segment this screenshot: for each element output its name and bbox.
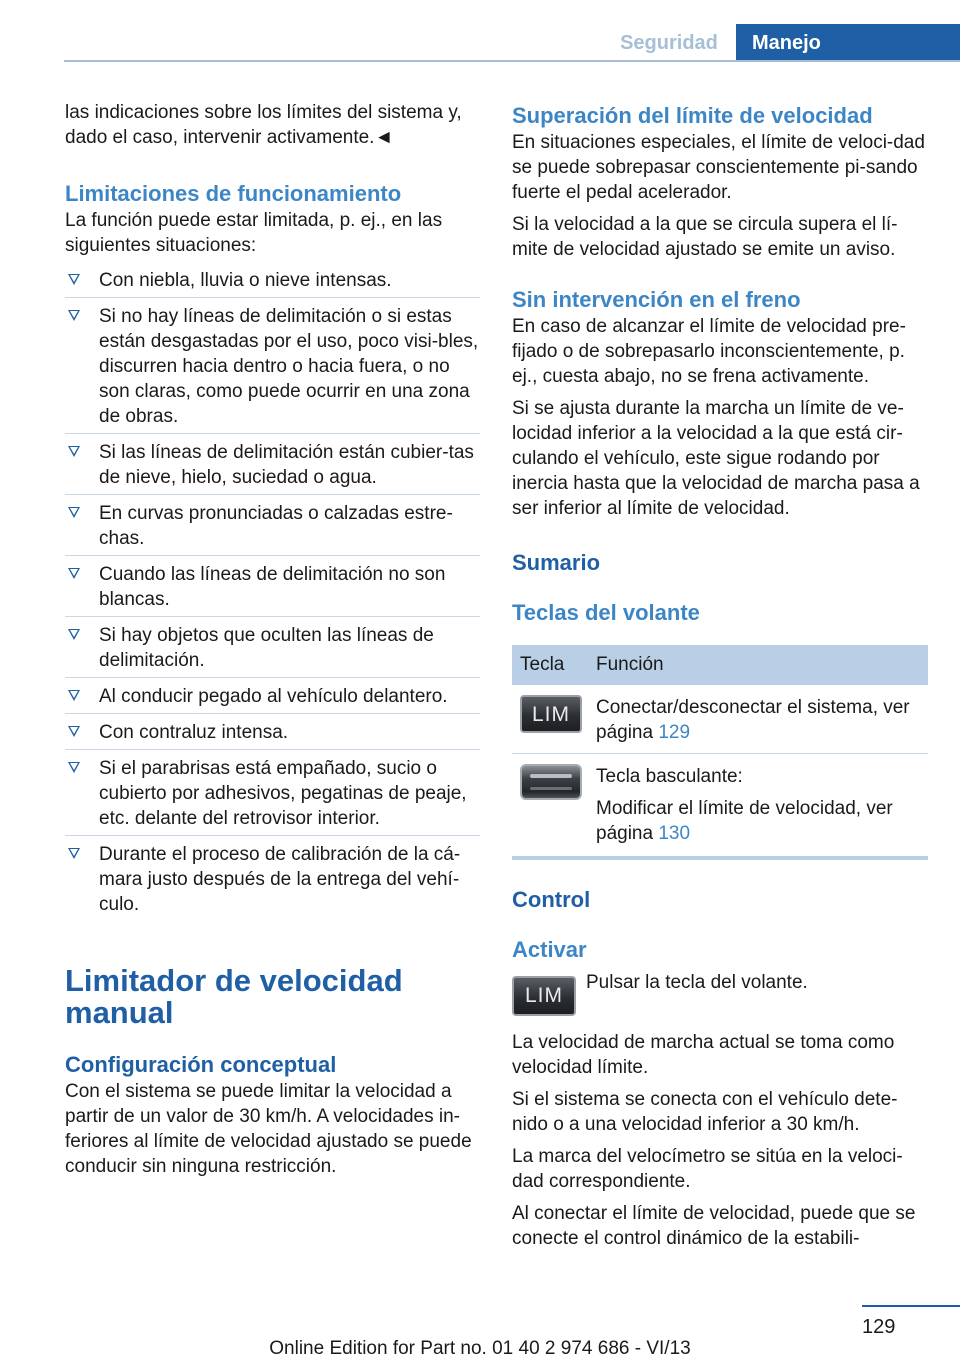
table-row bbox=[512, 685, 928, 754]
limitations-text: La función puede estar limitada, p. ej., en las siguientes situaciones: bbox=[65, 210, 443, 256]
list-item-text: Al conducir pegado al vehículo delantero. bbox=[99, 686, 448, 707]
bullet-triangle-icon bbox=[68, 690, 80, 701]
control-heading: Control bbox=[512, 887, 591, 912]
lim-button-label: LIM bbox=[531, 702, 570, 726]
header-chapter-tab[interactable] bbox=[736, 24, 960, 62]
page-number: 129 bbox=[862, 1316, 896, 1338]
activate-heading: Activar bbox=[512, 937, 587, 962]
list-item bbox=[65, 717, 480, 750]
header-chapter-label: Manejo bbox=[752, 31, 821, 54]
limitations-list bbox=[65, 265, 480, 921]
list-item bbox=[65, 498, 480, 556]
list-item bbox=[65, 753, 480, 836]
list-item-text: Durante el proceso de calibración de la cá‐mara justo después de la entrega del vehí‐culo. bbox=[99, 844, 461, 915]
bullet-triangle-icon bbox=[68, 310, 80, 321]
main-section-heading: Limitador de velocidad manual bbox=[65, 963, 403, 1030]
function-cell bbox=[588, 754, 928, 859]
activate-text: Pulsar la tecla del volante. bbox=[586, 972, 808, 993]
header-divider bbox=[64, 60, 960, 62]
key-cell bbox=[512, 685, 588, 754]
list-item-text: En curvas pronunciadas o calzadas estre‐chas. bbox=[99, 503, 453, 549]
right-column bbox=[512, 100, 930, 1258]
activate-paragraph-1: La velocidad de marcha actual se toma como velocidad límite. bbox=[512, 1032, 895, 1078]
list-item bbox=[65, 437, 480, 495]
function-text: Modificar el límite de velocidad, ver página bbox=[596, 798, 893, 844]
wheel-keys-heading: Teclas del volante bbox=[512, 600, 700, 625]
table-header-row bbox=[512, 645, 928, 685]
lim-button-icon bbox=[520, 695, 582, 733]
table-row bbox=[512, 754, 928, 859]
function-text: Tecla basculante: bbox=[596, 766, 743, 787]
intro-paragraph: las indicaciones sobre los límites del sistema y, dado el caso, intervenir activamente.◄ bbox=[65, 102, 462, 148]
lim-button-label: LIM bbox=[524, 984, 563, 1007]
summary-heading: Sumario bbox=[512, 550, 601, 575]
activate-paragraph-2: Si el sistema se conecta con el vehículo dete‐nido o a una velocidad inferior a 30 km/h. bbox=[512, 1089, 898, 1135]
bullet-triangle-icon bbox=[68, 762, 80, 773]
list-item-text: Cuando las líneas de delimitación no son blancas. bbox=[99, 564, 446, 610]
concept-text: Con el sistema se puede limitar la velocidad a partir de un valor de 30 km/h. A velocidades in‐feriores al límite de velocidad ajustado se puede conducir sin ninguna restricción. bbox=[65, 1081, 472, 1177]
exceed-paragraph-1: En situaciones especiales, el límite de veloci‐dad se puede sobrepasar conscientemente pi‐sando fuerte el pedal acelerador. bbox=[512, 132, 925, 203]
list-item bbox=[65, 301, 480, 434]
bullet-triangle-icon bbox=[68, 568, 80, 579]
rocker-switch-icon bbox=[520, 764, 582, 800]
function-cell bbox=[588, 685, 928, 754]
exceed-paragraph-2: Si la velocidad a la que se circula supera el lí‐mite de velocidad ajustado se emite un aviso. bbox=[512, 214, 898, 260]
header-section-label: Seguridad bbox=[620, 31, 718, 54]
list-item bbox=[65, 839, 480, 921]
exceed-heading: Superación del límite de velocidad bbox=[512, 103, 873, 128]
footer-divider bbox=[862, 1305, 960, 1307]
edition-footer: Online Edition for Part no. 01 40 2 974 686 - VI/13 bbox=[269, 1338, 691, 1359]
lim-button-icon bbox=[512, 976, 576, 1016]
list-item-text: Si no hay líneas de delimitación o si estas están desgastadas por el uso, poco visi‐bles, discurren hacia dentro o hacia fuera, o no son claras, como puede ocurrir en una zona de obras. bbox=[99, 306, 479, 427]
activate-paragraph-3: La marca del velocímetro se sitúa en la veloci‐dad correspondiente. bbox=[512, 1146, 903, 1192]
list-item bbox=[65, 559, 480, 617]
key-cell bbox=[512, 754, 588, 859]
list-item bbox=[65, 681, 480, 714]
header-section-tab[interactable] bbox=[602, 24, 736, 62]
activate-instruction bbox=[512, 970, 930, 1016]
list-item-text: Si el parabrisas está empañado, sucio o cubierto por adhesivos, pegatinas de peaje, etc. delante del retrovisor interior. bbox=[99, 758, 467, 829]
page-link-129[interactable]: 129 bbox=[658, 722, 691, 743]
function-text: Conectar/desconectar el sistema, ver página bbox=[596, 697, 910, 743]
list-item-text: Con niebla, lluvia o nieve intensas. bbox=[99, 270, 392, 291]
bullet-triangle-icon bbox=[68, 726, 80, 737]
concept-heading: Configuración conceptual bbox=[65, 1052, 337, 1077]
limitations-heading: Limitaciones de funcionamiento bbox=[65, 181, 402, 206]
page-link-130[interactable]: 130 bbox=[658, 823, 691, 844]
column-header-key: Tecla bbox=[512, 645, 588, 685]
bullet-triangle-icon bbox=[68, 848, 80, 859]
bullet-triangle-icon bbox=[68, 507, 80, 518]
nobrake-paragraph-1: En caso de alcanzar el límite de velocidad pre‐fijado o de sobrepasarlo inconscientemente, p. ej., cuesta abajo, no se frena activamente. bbox=[512, 316, 906, 387]
activate-paragraph-4: Al conectar el límite de velocidad, puede que se conecte el control dinámico de la estabili‐ bbox=[512, 1203, 916, 1249]
nobrake-paragraph-2: Si se ajusta durante la marcha un límite de ve‐locidad inferior a la velocidad a la que está cir‐culando el vehículo, este sigue rodando por inercia hasta que la velocidad de marcha pasa a ser inferior al límite de velocidad. bbox=[512, 398, 920, 519]
wheel-keys-table bbox=[512, 645, 928, 860]
list-item-text: Con contraluz intensa. bbox=[99, 722, 289, 743]
list-item-text: Si hay objetos que oculten las líneas de delimitación. bbox=[99, 625, 434, 671]
bullet-triangle-icon bbox=[68, 274, 80, 285]
list-item bbox=[65, 620, 480, 678]
bullet-triangle-icon bbox=[68, 446, 80, 457]
nobrake-heading: Sin intervención en el freno bbox=[512, 287, 801, 312]
list-item-text: Si las líneas de delimitación están cubier‐tas de nieve, hielo, suciedad o agua. bbox=[99, 442, 474, 488]
list-item bbox=[65, 265, 480, 298]
column-header-function: Función bbox=[588, 645, 928, 685]
bullet-triangle-icon bbox=[68, 629, 80, 640]
left-column bbox=[65, 100, 480, 1186]
